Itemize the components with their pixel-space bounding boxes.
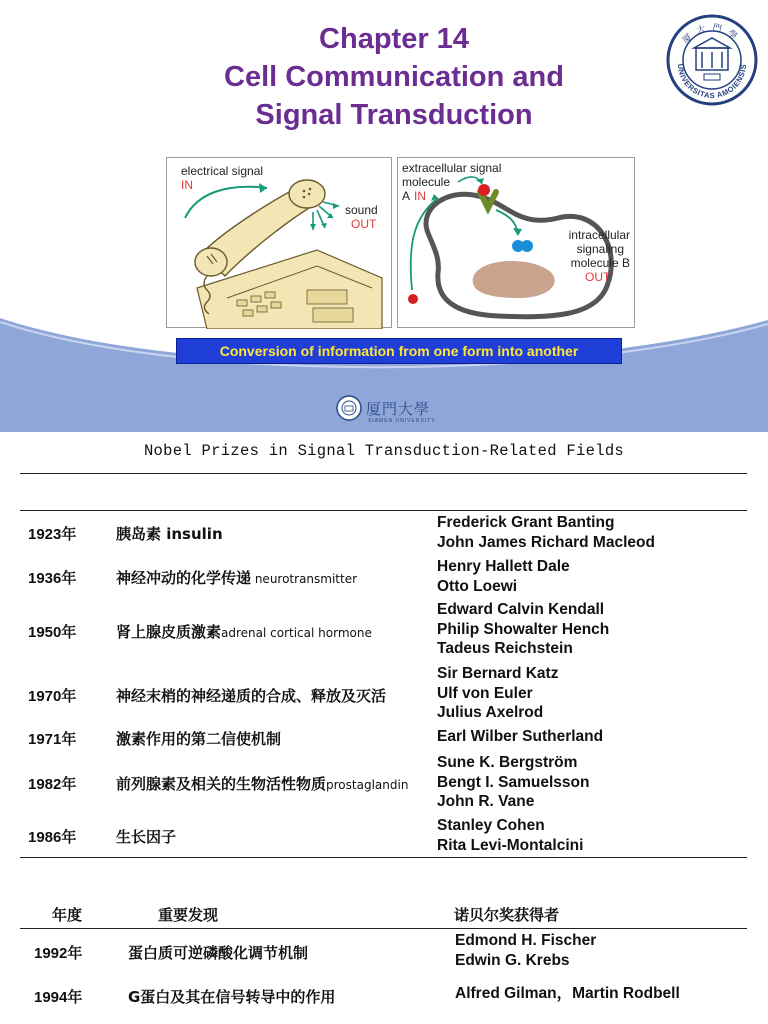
intracellular-label: intracellular — [568, 228, 630, 242]
winner: Stanley Cohen — [437, 817, 545, 834]
row-discovery — [116, 773, 408, 794]
molecule-a-label: A — [402, 189, 411, 203]
row-year: 1950年 — [28, 624, 77, 641]
row-year: 1970年 — [28, 688, 77, 705]
signaling-label: signaling — [576, 242, 624, 256]
discovery-en: insulin — [161, 525, 223, 543]
winner: Rita Levi-Montalcini — [437, 836, 584, 854]
discovery-cn: 生长因子 — [116, 828, 177, 846]
header-winners: 诺贝尔奖获得者 — [454, 906, 560, 924]
row-year: 1994年 — [34, 989, 83, 1006]
title-slide — [0, 0, 768, 432]
nobel-heading: Nobel Prizes in Signal Transduction-Related Fields — [143, 442, 625, 460]
row-discovery — [116, 523, 223, 544]
row-discovery — [116, 826, 176, 847]
winner: Sune K. Bergström — [437, 754, 578, 771]
row-discovery — [116, 621, 372, 642]
row-discovery — [116, 567, 357, 588]
row-year: 1982年 — [28, 776, 77, 793]
winner: John James Richard Macleod — [437, 533, 655, 551]
row-discovery: 蛋白质可逆磷酸化调节机制 — [128, 944, 309, 962]
telephone-illustration — [167, 158, 393, 329]
cell-signaling-figure — [397, 157, 635, 328]
xmu-name-text: 厦門大學 — [366, 399, 431, 418]
xmu-emblem-icon — [336, 395, 362, 421]
row-discovery: G蛋白及其在信号转导中的作用 — [128, 988, 336, 1006]
winner: Henry Hallett Dale — [437, 558, 570, 575]
winner: Julius Axelrod — [437, 704, 544, 721]
row-winners — [437, 727, 603, 747]
sound-label: sound — [345, 203, 378, 217]
discovery-en: neurotransmitter — [251, 572, 358, 586]
telephone-figure — [166, 157, 392, 328]
electrical-signal-label: electrical signal — [181, 164, 264, 178]
row-discovery — [116, 728, 281, 749]
seal-latin-text: UNIVERSITAS AMOIENSIS — [675, 63, 749, 101]
winner: Philip Showalter Hench — [437, 620, 610, 638]
row-year: 1923年 — [28, 526, 77, 543]
university-seal-icon — [666, 14, 758, 106]
header-year: 年度 — [52, 906, 83, 924]
extracellular-molecule-label: molecule — [402, 175, 451, 189]
row-year: 1992年 — [34, 945, 83, 962]
table-top-rule — [20, 510, 747, 511]
title-line-2: Cell Communication and — [224, 61, 564, 93]
heading-rule — [20, 473, 747, 474]
row-winners — [437, 513, 655, 552]
winner: Frederick Grant Banting — [437, 514, 615, 531]
winner: Earl Wilber Sutherland — [437, 728, 604, 745]
discovery-en: prostaglandin — [326, 778, 409, 792]
row-winners — [437, 600, 609, 659]
discovery-en: adrenal cortical hormone — [221, 626, 372, 640]
winner: Edwin G. Krebs — [455, 951, 570, 969]
discovery-cn: 胰岛素 — [116, 525, 162, 543]
row-winners — [437, 753, 589, 812]
discovery-cn: 神经末梢的神经递质的合成、释放及灭活 — [116, 687, 387, 705]
molecule-b-label: molecule B — [570, 256, 630, 270]
discovery-cn: 激素作用的第二信使机制 — [116, 730, 282, 748]
discovery-cn: 前列腺素及相关的生物活性物质 — [116, 775, 327, 793]
row-winners — [455, 931, 596, 970]
winner: Otto Loewi — [437, 577, 518, 595]
winner: Alfred Gilman，Martin Rodbell — [455, 985, 680, 1002]
seal-chinese-text: 厦大門學 — [681, 23, 743, 46]
row-year: 1936年 — [28, 570, 77, 587]
table2-header-rule — [20, 928, 747, 929]
winner: Ulf von Euler — [437, 684, 533, 702]
row-year: 1971年 — [28, 731, 77, 748]
title-line-1: Chapter 14 — [319, 23, 469, 55]
electrical-signal-in-label: IN — [181, 178, 193, 192]
table-bottom-rule — [20, 857, 747, 858]
winner: Bengt I. Samuelsson — [437, 773, 590, 791]
discovery-cn: 肾上腺皮质激素 — [116, 623, 222, 641]
row-discovery — [116, 685, 386, 706]
xmu-sub-text: XIAMEN UNIVERSITY — [368, 418, 436, 424]
sound-out-label: OUT — [351, 217, 377, 231]
row-winners — [437, 816, 583, 855]
winner: Edward Calvin Kendall — [437, 601, 605, 618]
winner: Edmond H. Fischer — [455, 932, 597, 949]
row-year: 1986年 — [28, 829, 77, 846]
header-discovery: 重要发现 — [158, 906, 219, 924]
figure-caption-bar: Conversion of information from one form into another — [176, 338, 622, 364]
row-winners — [455, 984, 680, 1004]
row-winners — [437, 557, 570, 596]
molecule-b-out-label: OUT — [585, 270, 611, 284]
discovery-cn: 神经冲动的化学传递 — [116, 569, 252, 587]
title-line-3: Signal Transduction — [255, 99, 533, 131]
extracellular-signal-label: extracellular signal — [402, 161, 502, 175]
row-winners — [437, 664, 558, 723]
molecule-a-in-label: IN — [414, 189, 426, 203]
winner: Sir Bernard Katz — [437, 665, 559, 682]
winner: John R. Vane — [437, 793, 535, 810]
winner: Tadeus Reichstein — [437, 640, 573, 657]
